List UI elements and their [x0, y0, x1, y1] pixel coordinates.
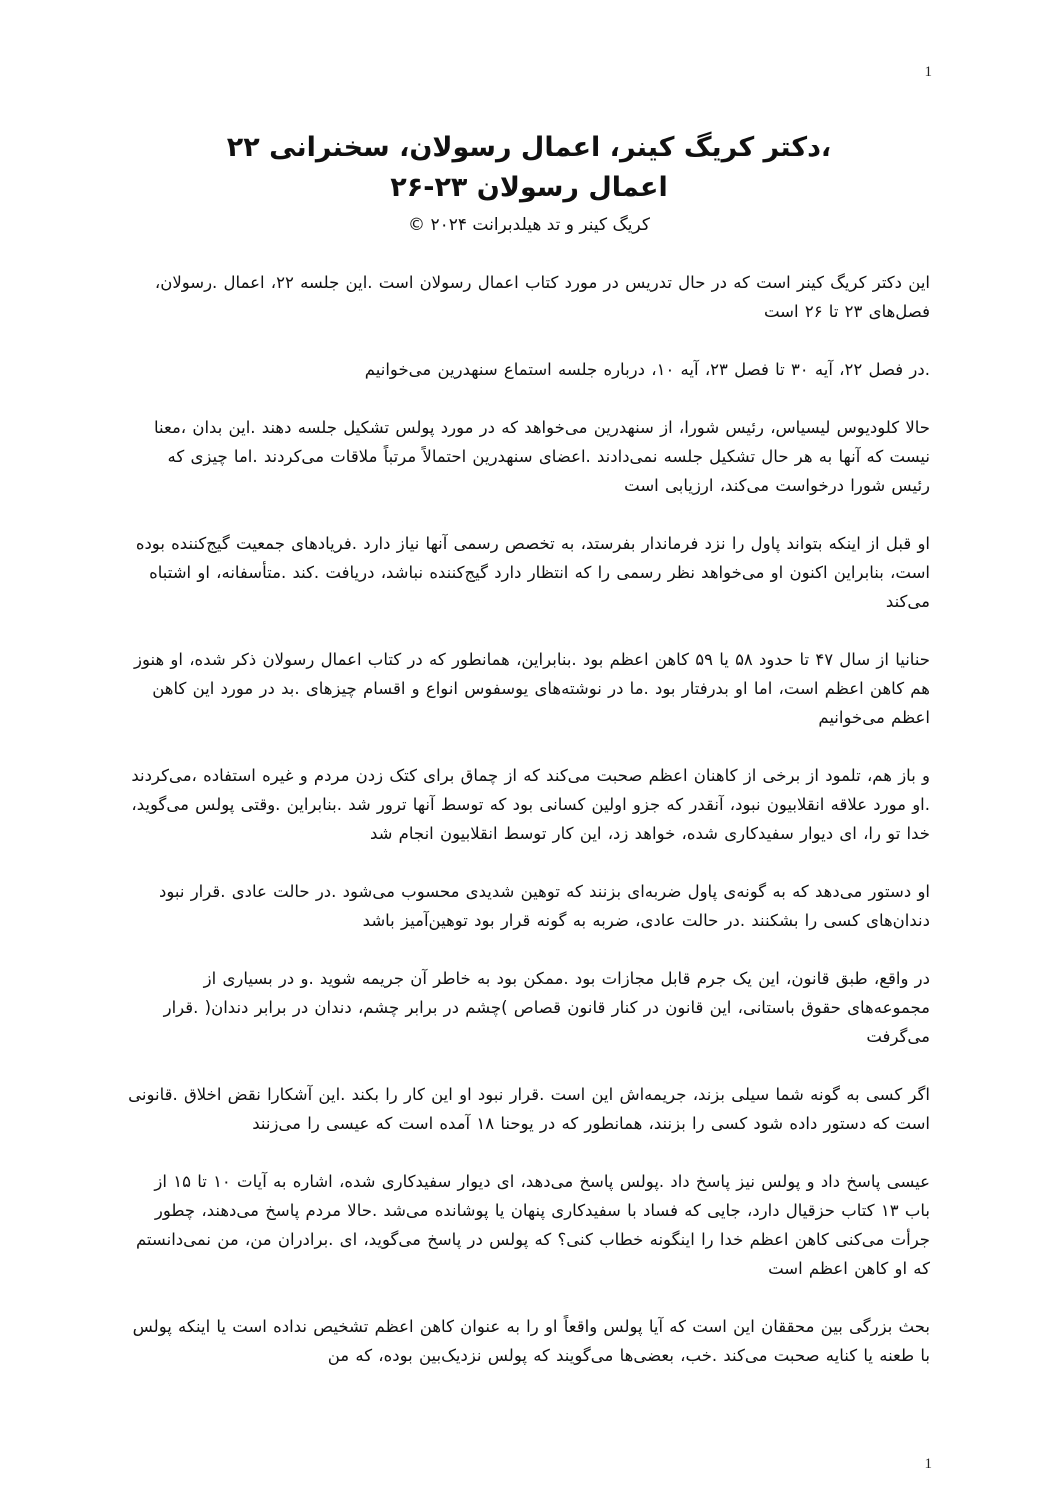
paragraph: حنانیا از سال ۴۷ تا حدود ۵۸ یا ۵۹ کاهن اعظم بود .بنابراین، همانطور که در کتاب اعمال رسولان ذکر شده، او هنوز هم کاهن اعظم است، اما او بدرفتار بود .ما در نوشته‌های یوسفوس انواع و اقسام چیزهای .بد در مورد این کاهن اعظم می‌خوانیم — [134, 650, 930, 727]
paragraph: او دستور می‌دهد که به گونه‌ی پاول ضربه‌ای بزنند که توهین شدیدی محسوب می‌شود .در حالت عادی .قرار نبود دندان‌های کسی را بشکنند .در حالت عادی، ضربه به گونه قرار بود توهین‌آمیز باشد — [159, 882, 930, 930]
page-number-top: 1 — [924, 64, 932, 80]
copyright-notice: کریگ کینر و تد هیلدبرانت ۲۰۲۴ © — [408, 215, 650, 235]
document-header — [128, 128, 930, 240]
document-body — [128, 268, 930, 1399]
paragraph: عیسی پاسخ داد و پولس نیز پاسخ داد .پولس پاسخ می‌دهد، ای دیوار سفیدکاری شده، اشاره به آیات ۱۰ تا ۱۵ از باب ۱۳ کتاب حزقیال دارد، جایی که فساد با سفیدکاری پنهان یا پوشانده می‌شد .حالا مردم پاسخ می‌دهند، چطور جرأت می‌کنی کاهن اعظم خدا را اینگونه خطاب کنی؟ که پولس در پاسخ می‌گوید، ای .برادران من، من نمی‌دانستم که او کاهن اعظم است — [135, 1172, 930, 1278]
page-number-bottom: 1 — [924, 1456, 932, 1472]
paragraph: این دکتر کریگ کینر است که در حال تدریس در مورد کتاب اعمال رسولان است .این جلسه ۲۲، اعمال .رسولان، فصل‌های ۲۳ تا ۲۶ است — [154, 273, 930, 321]
document-title-line-2: اعمال رسولان ۲۳-۲۶ — [390, 172, 668, 203]
paragraph: .در فصل ۲۲، آیه ۳۰ تا فصل ۲۳، آیه ۱۰، درباره جلسه استماع سنهدرین می‌خوانیم — [364, 360, 930, 379]
paragraph: و باز هم، تلمود از برخی از کاهنان اعظم صحبت می‌کند که از چماق برای کتک زدن مردم و غیره استفاده ،می‌کردند .او مورد علاقه انقلابیون نبود، آنقدر که جزو اولین کسانی بود که توسط آنها ترور شد .بنابراین .وقتی پولس می‌گوید، خدا تو را، ای دیوار سفیدکاری شده، خواهد زد، این کار توسط انقلابیون انجام شد — [131, 766, 930, 843]
paragraph: او قبل از اینکه بتواند پاول را نزد فرماندار بفرستد، به تخصص رسمی آنها نیاز دارد .فریادهای جمعیت گیج‌کننده بوده است، بنابراین اکنون او می‌خواهد نظر رسمی را که انتظار دارد گیج‌کننده نباشد، دریافت .کند .متأسفانه، او اشتباه می‌کند — [135, 534, 930, 611]
document-title-line-1: ،دکتر کریگ کینر، اعمال رسولان، سخنرانی ۲۲ — [226, 132, 832, 163]
paragraph: بحث بزرگی بین محققان این است که آیا پولس واقعاً او را به عنوان کاهن اعظم تشخیص نداده است یا اینکه پولس با طعنه یا کنایه صحبت می‌کند .خب، بعضی‌ها می‌گویند که پولس نزدیک‌بین بوده، که من — [132, 1317, 930, 1365]
paragraph: در واقع، طبق قانون، این یک جرم قابل مجازات بود .ممکن بود به خاطر آن جریمه شوید .و در بسیاری از مجموعه‌های حقوق باستانی، این قانون در کنار قانون قصاص )چشم در برابر چشم، دندان در برابر دندان( .قرار می‌گرفت — [163, 969, 930, 1046]
paragraph: حالا کلودیوس لیسیاس، رئیس شورا، از سنهدرین می‌خواهد که در مورد پولس تشکیل جلسه دهند .این بدان ،معنا نیست که آنها به هر حال تشکیل جلسه نمی‌دادند .اعضای سنهدرین احتمالاً مرتباً ملاقات می‌کردند .اما چیزی که رئیس شورا درخواست می‌کند، ارزیابی است — [153, 418, 930, 495]
paragraph: اگر کسی به گونه شما سیلی بزند، جریمه‌اش این است .قرار نبود او این کار را بکند .این آشکارا نقض اخلاق .قانونی است که دستور داده شود کسی را بزنند، همانطور که در یوحنا ۱۸ آمده است که عیسی را می‌زنند — [128, 1085, 930, 1133]
